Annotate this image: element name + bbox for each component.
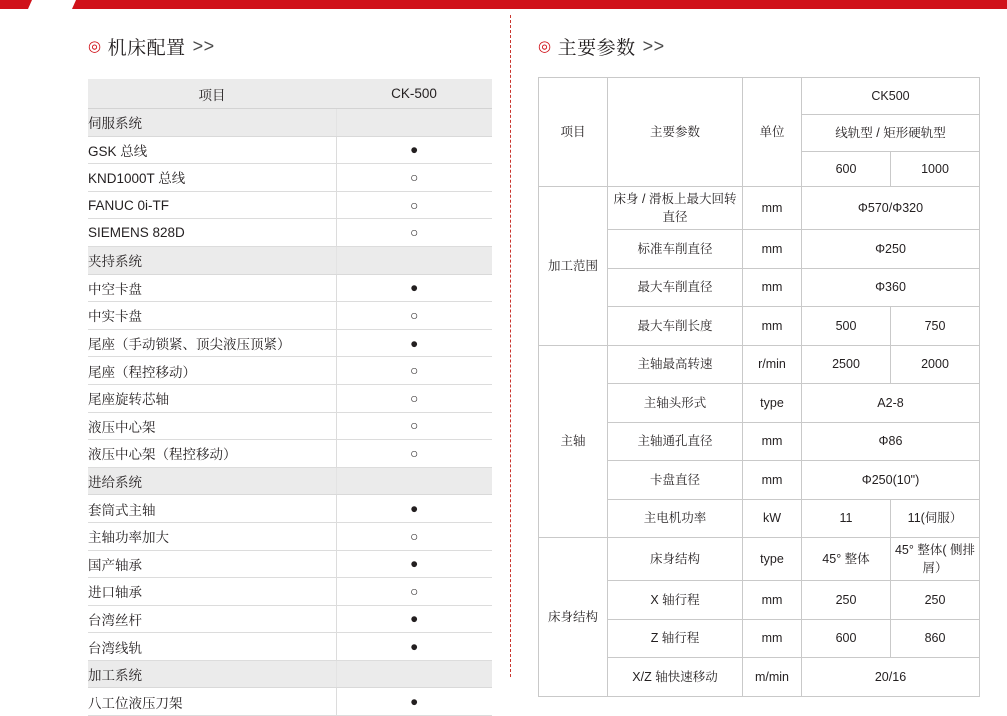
param-header-size-600: 600 — [802, 152, 891, 187]
column-header-model: CK-500 — [336, 79, 492, 109]
config-item-label: 中实卡盘 — [88, 302, 336, 330]
main-parameters-title-suffix: >> — [642, 35, 665, 56]
param-name: 主轴通孔直径 — [608, 422, 743, 461]
config-availability-mark — [336, 467, 492, 495]
param-value-1000: 750 — [891, 307, 980, 346]
table-row — [88, 578, 492, 606]
param-value-combined: Φ250 — [802, 230, 980, 269]
table-row — [88, 274, 492, 302]
circle-marker-icon: ◎ — [538, 37, 552, 55]
param-value-600: 600 — [802, 619, 891, 658]
param-name: 卡盘直径 — [608, 461, 743, 500]
config-availability-mark — [336, 660, 492, 688]
page-body — [0, 9, 1007, 711]
config-availability-mark: ● — [336, 136, 492, 164]
param-value-combined: Φ570/Φ320 — [802, 187, 980, 230]
column-header-item: 项目 — [88, 79, 336, 109]
config-item-label: 尾座（程控移动） — [88, 357, 336, 385]
param-value-1000: 860 — [891, 619, 980, 658]
table-row — [88, 522, 492, 550]
param-value-combined: Φ250(10") — [802, 461, 980, 500]
config-availability-mark: ○ — [336, 191, 492, 219]
circle-marker-icon: ◎ — [88, 37, 102, 55]
config-availability-mark: ○ — [336, 219, 492, 247]
top-red-band — [0, 0, 1007, 9]
config-item-label: 液压中心架 — [88, 412, 336, 440]
table-row — [88, 164, 492, 192]
config-item-label: 八工位液压刀架 — [88, 688, 336, 716]
main-parameters-column — [512, 9, 1007, 684]
main-parameters-heading — [512, 9, 1007, 61]
config-item-label: 台湾线轨 — [88, 633, 336, 661]
config-item-label: 台湾丝杆 — [88, 605, 336, 633]
main-parameters-title: 主要参数 — [557, 37, 636, 59]
config-item-label: KND1000T 总线 — [88, 164, 336, 192]
param-header-model: CK500 — [802, 78, 980, 115]
table-row — [88, 357, 492, 385]
param-value-600: 2500 — [802, 345, 891, 384]
config-item-label: 主轴功率加大 — [88, 522, 336, 550]
table-row — [88, 302, 492, 330]
machine-configuration-title-suffix: >> — [192, 35, 215, 56]
config-item-label: SIEMENS 828D — [88, 219, 336, 247]
config-availability-mark: ○ — [336, 522, 492, 550]
param-unit: mm — [743, 581, 802, 620]
param-value-1000: 45° 整体( 侧排屑） — [891, 538, 980, 581]
table-row — [88, 219, 492, 247]
config-item-label: 尾座（手动锁紧、顶尖液压顶紧） — [88, 329, 336, 357]
param-unit: mm — [743, 268, 802, 307]
config-item-label: 中空卡盘 — [88, 274, 336, 302]
param-name: 标准车削直径 — [608, 230, 743, 269]
param-header-size-1000: 1000 — [891, 152, 980, 187]
param-name: X 轴行程 — [608, 581, 743, 620]
machine-configuration-table — [88, 79, 492, 716]
param-group-label: 加工范围 — [539, 187, 608, 346]
config-availability-mark — [336, 109, 492, 137]
table-row — [88, 412, 492, 440]
table-row — [88, 191, 492, 219]
param-unit: mm — [743, 307, 802, 346]
param-unit: type — [743, 384, 802, 423]
config-availability-mark: ● — [336, 329, 492, 357]
param-name: 床身 / 滑板上最大回转直径 — [608, 187, 743, 230]
param-unit: r/min — [743, 345, 802, 384]
config-group-row — [88, 109, 492, 137]
machine-configuration-heading — [0, 9, 512, 61]
param-value-600: 250 — [802, 581, 891, 620]
param-unit: type — [743, 538, 802, 581]
config-item-label: 液压中心架（程控移动） — [88, 440, 336, 468]
config-availability-mark: ○ — [336, 302, 492, 330]
param-value-600: 11 — [802, 499, 891, 538]
param-row — [539, 538, 980, 581]
config-availability-mark: ● — [336, 605, 492, 633]
config-group-label: 进给系统 — [88, 467, 336, 495]
param-value-600: 45° 整体 — [802, 538, 891, 581]
config-group-row — [88, 246, 492, 274]
param-unit: mm — [743, 619, 802, 658]
param-unit: mm — [743, 187, 802, 230]
param-value-1000: 2000 — [891, 345, 980, 384]
config-availability-mark: ○ — [336, 412, 492, 440]
param-header-rail: 线轨型 / 矩形硬轨型 — [802, 115, 980, 152]
config-availability-mark — [336, 246, 492, 274]
param-unit: mm — [743, 230, 802, 269]
config-availability-mark: ○ — [336, 164, 492, 192]
param-row — [539, 345, 980, 384]
table-row — [88, 384, 492, 412]
config-availability-mark: ○ — [336, 384, 492, 412]
table-row — [88, 329, 492, 357]
config-availability-mark: ● — [336, 550, 492, 578]
config-item-label: 国产轴承 — [88, 550, 336, 578]
config-group-label: 加工系统 — [88, 660, 336, 688]
param-value-1000: 11(伺服） — [891, 499, 980, 538]
param-group-label: 床身结构 — [539, 538, 608, 697]
param-row — [539, 187, 980, 230]
param-header-param: 主要参数 — [608, 78, 743, 187]
param-group-label: 主轴 — [539, 345, 608, 538]
config-group-label: 伺服系统 — [88, 109, 336, 137]
config-availability-mark: ○ — [336, 357, 492, 385]
table-row — [88, 136, 492, 164]
table-row — [88, 550, 492, 578]
param-value-combined: 20/16 — [802, 658, 980, 697]
param-name: 床身结构 — [608, 538, 743, 581]
config-availability-mark: ● — [336, 633, 492, 661]
param-value-combined: Φ360 — [802, 268, 980, 307]
main-parameters-table — [538, 77, 980, 697]
param-value-600: 500 — [802, 307, 891, 346]
param-name: Z 轴行程 — [608, 619, 743, 658]
machine-configuration-title: 机床配置 — [107, 37, 186, 59]
config-item-label: GSK 总线 — [88, 136, 336, 164]
config-item-label: 尾座旋转芯轴 — [88, 384, 336, 412]
param-value-combined: Φ86 — [802, 422, 980, 461]
param-unit: mm — [743, 422, 802, 461]
param-name: 主轴头形式 — [608, 384, 743, 423]
config-group-row — [88, 467, 492, 495]
param-unit: kW — [743, 499, 802, 538]
param-name: X/Z 轴快速移动 — [608, 658, 743, 697]
config-group-label: 夹持系统 — [88, 246, 336, 274]
table-row — [88, 688, 492, 716]
param-name: 最大车削长度 — [608, 307, 743, 346]
config-item-label: 进口轴承 — [88, 578, 336, 606]
table-row — [88, 633, 492, 661]
config-availability-mark: ● — [336, 688, 492, 716]
param-value-1000: 250 — [891, 581, 980, 620]
param-name: 最大车削直径 — [608, 268, 743, 307]
param-value-combined: A2-8 — [802, 384, 980, 423]
config-availability-mark: ● — [336, 274, 492, 302]
param-name: 主轴最高转速 — [608, 345, 743, 384]
machine-configuration-column — [0, 9, 512, 711]
param-header-row-1 — [539, 78, 980, 115]
table-row — [88, 605, 492, 633]
config-availability-mark: ○ — [336, 440, 492, 468]
param-unit: m/min — [743, 658, 802, 697]
table-row — [88, 440, 492, 468]
config-availability-mark: ● — [336, 495, 492, 523]
band-highlight — [28, 0, 76, 9]
config-group-row — [88, 660, 492, 688]
param-header-unit: 单位 — [743, 78, 802, 187]
param-header-item: 项目 — [539, 78, 608, 187]
config-item-label: FANUC 0i-TF — [88, 191, 336, 219]
table-header-row — [88, 79, 492, 109]
config-availability-mark: ○ — [336, 578, 492, 606]
param-name: 主电机功率 — [608, 499, 743, 538]
param-unit: mm — [743, 461, 802, 500]
config-item-label: 套筒式主轴 — [88, 495, 336, 523]
table-row — [88, 495, 492, 523]
